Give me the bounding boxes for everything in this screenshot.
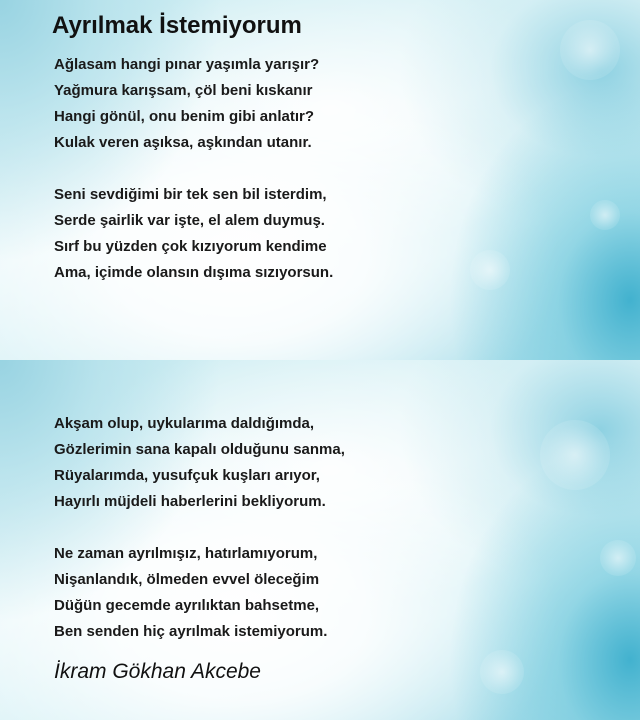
- poem-line: Serde şairlik var işte, el alem duymuş.: [54, 212, 325, 229]
- bokeh-light: [600, 540, 636, 576]
- poem-line: Nişanlandık, ölmeden evvel öleceğim: [54, 571, 320, 588]
- poem-line: Ağlasam hangi pınar yaşımla yarışır?: [54, 56, 320, 73]
- poem-line: Yağmura karışsam, çöl beni kıskanır: [54, 82, 313, 99]
- bokeh-light: [560, 20, 620, 80]
- poem-line: Hayırlı müjdeli haberlerini bekliyorum.: [54, 493, 326, 510]
- poem-line: Düğün gecemde ayrılıktan bahsetme,: [54, 597, 320, 614]
- poem-line: Sırf bu yüzden çok kızıyorum kendime: [54, 238, 327, 255]
- poem-line: Ben senden hiç ayrılmak istemiyorum.: [54, 623, 328, 640]
- poem-line: Rüyalarımda, yusufçuk kuşları arıyor,: [54, 467, 320, 484]
- stanza-2: [54, 182, 333, 286]
- bokeh-light: [480, 650, 524, 694]
- bokeh-light: [590, 200, 620, 230]
- poem-line: Akşam olup, uykularıma daldığımda,: [54, 415, 315, 432]
- poem-line: Ne zaman ayrılmışız, hatırlamıyorum,: [54, 545, 318, 562]
- bokeh-light: [470, 250, 510, 290]
- poem-author: İkram Gökhan Akcebe: [54, 660, 261, 683]
- bokeh-light: [540, 420, 610, 490]
- poem-line: Hangi gönül, onu benim gibi anlatır?: [54, 108, 314, 125]
- poem-line: Kulak veren aşıksa, aşkından utanır.: [54, 134, 312, 151]
- poem-line: Ama, içimde olansın dışıma sızıyorsun.: [54, 264, 334, 281]
- stanza-1: [54, 52, 319, 156]
- stanza-3: [54, 411, 345, 515]
- poem-line: Seni sevdiğimi bir tek sen bil isterdim,: [54, 186, 327, 203]
- poem-line: Gözlerimin sana kapalı olduğunu sanma,: [54, 441, 345, 458]
- poem-title: Ayrılmak İstemiyorum: [52, 12, 302, 39]
- stanza-4: [54, 541, 327, 645]
